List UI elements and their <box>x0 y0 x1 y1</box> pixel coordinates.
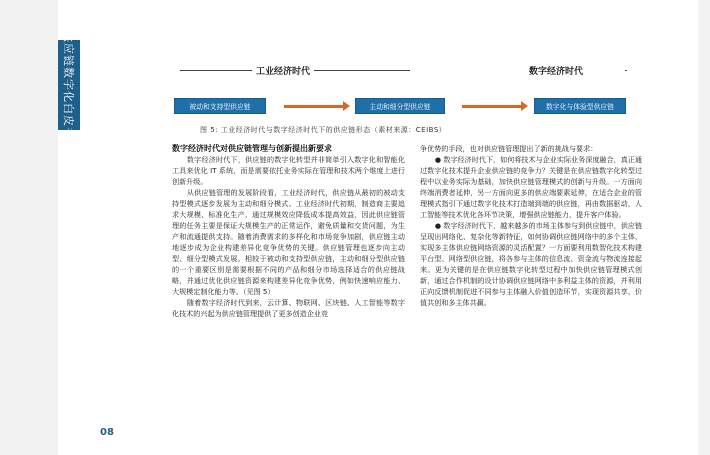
right-paragraph-2: ● 数字经济时代下，如何将技术与企业实际业务深度融合，真正通过数字化技术提升企业供应链的竞争力？关键是在供应链数字化转型过程中以业务实际为基础，加快供应链管理模式的创新与升级。一方面向终端消费者延伸，另一方面向更多的供应端要素延伸，在适合企业的管理模式指引下通过数字化技术打造端到端的供应链，再由数据驱动，人工智能等技术优化各环节决策，增强供应链能力，提升客户体验。 <box>420 155 642 219</box>
left-paragraph-2: 从供应链管理的发展阶段看，工业经济时代，供应链从最初的被动支持型模式逐步发展为主动和细分模式。工业经济时代初期，制造商主要追求大规模、标准化生产，通过规模效应降低成本提高效益，因此供应链管理的任务主要是保证大规模生产的正常运作，避免质量和交货问题，为生产和流通提供支持。随着消费需求的多样化和市场竞争加剧，供应链主动地逐步成为企业构建差异化竞争优势的关键。供应链管理也逐步向主动型、细分型模式发展。相较于被动和支持型供应链，主动和细分型供应链的一个重要区别是需要根据不同的产品和细分市场选择适合的供应链战略，并通过优化供应链资源来构建差异化竞争优势，例如快速响应能力、大规模定制化能力等。（见图 5） <box>172 188 405 296</box>
section-heading: 数字经济时代对供应链管理与创新提出新要求 <box>172 144 332 153</box>
arrow-1 <box>284 105 344 108</box>
figure-5 <box>172 60 632 120</box>
era-label-digital: 数字经济时代 <box>487 64 625 77</box>
box-digital-supply-chain: 数字化与体验型供应链 <box>534 98 626 114</box>
box-active-supply-chain: 主动和细分型供应链 <box>355 98 445 114</box>
right-column <box>420 143 642 308</box>
left-column <box>172 143 405 319</box>
figure-caption: 图 5: 工业经济时代与数字经济时代下的供应链形态（素材来源：CEIBS） <box>200 126 447 134</box>
right-paragraph-1: 争优势的手段，也对供应链管理提出了新的挑战与要求： <box>420 144 598 153</box>
left-paragraph-3: 随着数字经济时代到来，云计算、物联网、区块链、人工智能等数字化技术的兴起为供应链管理提供了更多创造企业竞 <box>172 298 405 318</box>
box-passive-supply-chain: 被动和支持型供应链 <box>174 98 266 114</box>
side-tab-label: 供应链数字化白皮书 <box>62 31 75 139</box>
page-number: 08 <box>100 427 114 438</box>
arrow-2 <box>462 105 522 108</box>
left-paragraph-1: 数字经济时代下，供应链的数字化转型并非简单引入数字化和智能化工具来优化 IT 系统，而是需要依托业务实际在管理和技术两个维度上进行创新升级。 <box>172 155 405 186</box>
era-label-industrial: 工业经济时代 <box>252 64 314 77</box>
side-tab <box>58 31 80 139</box>
right-paragraph-3: ● 数字经济时代下，越来越多的市场主体参与到供应链中，供应链呈现出网络化、复杂化等新特征，如何协调供应链网络中的多个主体，实现多主体供应链网络资源的灵活配置？一方面要利用数智化技术构建平台型、网络型供应链，将各参与主体的信息流、资金流与物流连接起来。更为关键的是在供应链数字化转型过程中加快供应链管理模式创新，通过合作机制的设计协调供应链网络中多利益主体的资源，并利用正向反馈机制促进不同参与主体融入价值创造环节，实现资源共享、价值共创和多主体共赢。 <box>420 221 642 307</box>
